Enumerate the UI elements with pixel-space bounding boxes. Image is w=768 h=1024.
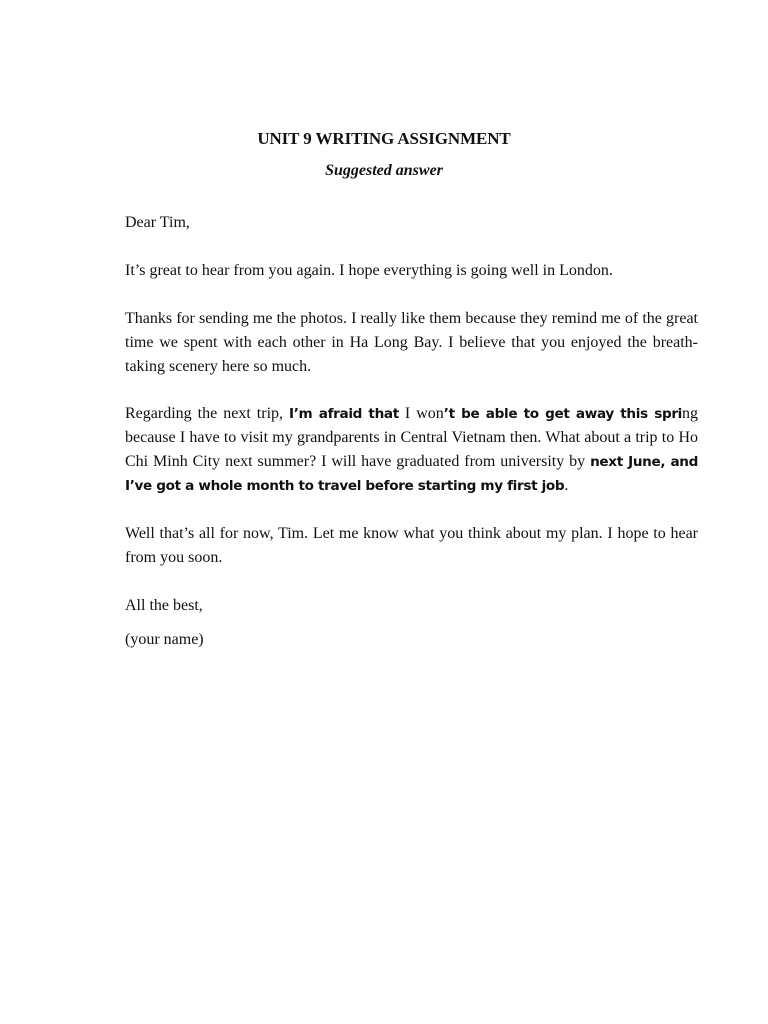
- paragraph-3-text-1: Regarding the next trip,: [125, 405, 290, 422]
- paragraph-3-bold-1: I’m afraid that: [289, 406, 399, 422]
- document-subtitle: Suggested answer: [325, 162, 443, 179]
- signature: (your name): [125, 631, 204, 648]
- paragraph-2: Thanks for sending me the photos. I really like them because they remind me of the great time we spent with each other in Ha Long Bay. I believe that you enjoyed the breath-taking scenery here so much.: [125, 310, 698, 375]
- paragraph-3-bold-3: next June, and I’ve got a whole month to travel before starting my first job: [125, 454, 699, 494]
- document-title: UNIT 9 WRITING ASSIGNMENT: [257, 129, 511, 148]
- closing: All the best,: [125, 597, 203, 614]
- paragraph-3-bold-2: ’t be able to get away this spri: [443, 406, 682, 422]
- paragraph-3-text-4: .: [564, 477, 569, 494]
- greeting: Dear Tim,: [125, 214, 190, 231]
- paragraph-3-text-2: I won: [398, 405, 444, 422]
- paragraph-4: Well that’s all for now, Tim. Let me know what you think about my plan. I hope to hear from you soon.: [125, 525, 698, 566]
- paragraph-3-text-3: ng because I have to visit my grandparents in Central Vietnam then. What about a trip to Ho Chi Minh City next summer? I will have graduated from university by: [125, 405, 698, 470]
- paragraph-1: It’s great to hear from you again. I hope everything is going well in London.: [125, 262, 613, 279]
- paragraph-3: [125, 402, 698, 498]
